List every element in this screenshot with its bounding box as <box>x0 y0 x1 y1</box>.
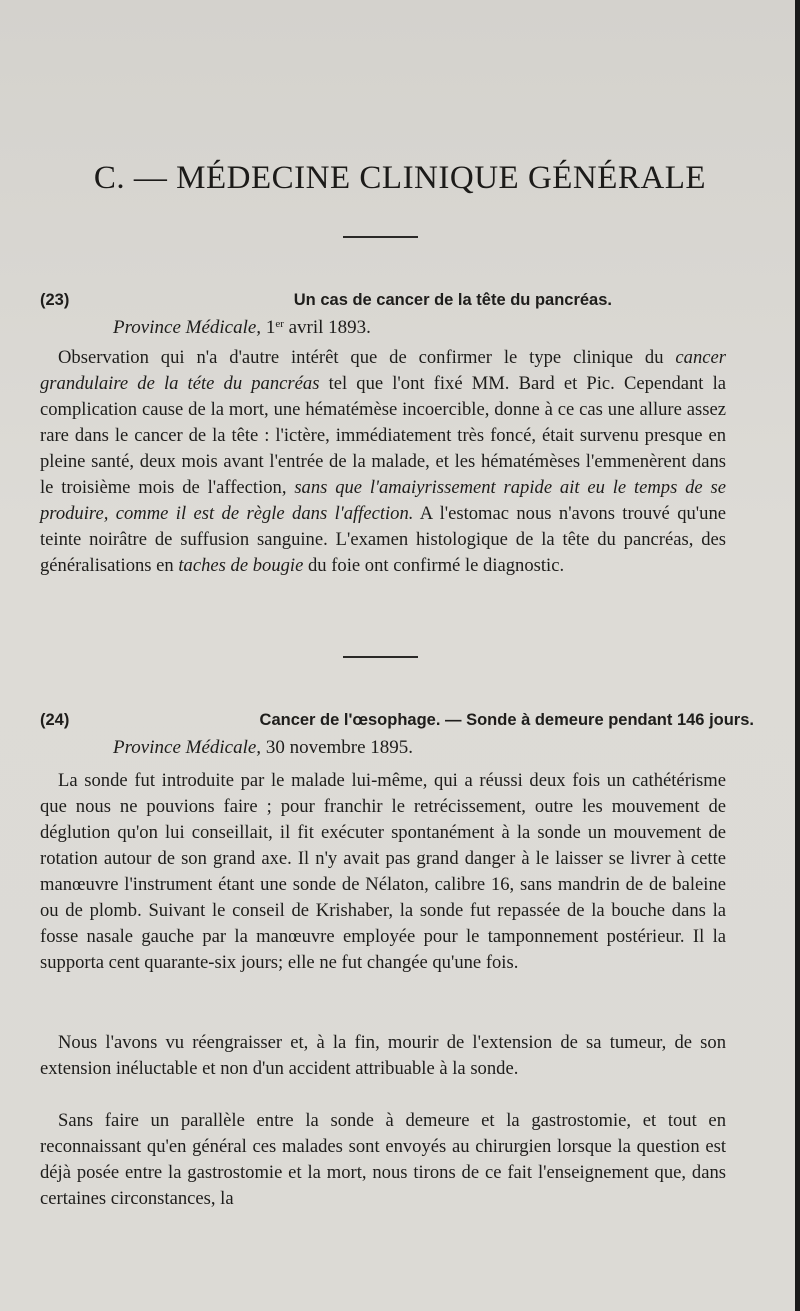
text-run: A l'estomac nous n'avons trouvé qu'une teinte noirâtre de suffusion sanguine. L'examen histologique de la tête du pancréas, des généralisations en <box>40 503 726 576</box>
emphasis-run: sans que l'amaiyrissement rapide ait eu le temps de se produire, comme il est de règle dans l'affection. <box>40 477 726 524</box>
emphasis-run: cancer grandulaire de la téte du pancréas <box>40 347 726 394</box>
section-title: C. — MÉDECINE CLINIQUE GÉNÉRALE <box>93 160 707 196</box>
text-run: Observation qui n'a d'autre intérêt que de confirmer le type clinique du <box>58 347 676 368</box>
entry-24-source <box>113 737 413 759</box>
entry-23-paragraph <box>40 345 726 579</box>
entry-24-paragraph-2: Nous l'avons vu réengraisser et, à la fin, mourir de l'extension de sa tumeur, de son extension inéluctable et non d'un accident attribuable à la sonde. <box>40 1032 726 1079</box>
entry-24-paragraph-1: La sonde fut introduite par le malade lui-même, qui a réussi deux fois un cathétérisme que nous ne pouvions faire ; pour franchir le retrécissement, outre les mouvement de déglution qu'on lui conseillait, il fit exécuter spontanément à la sonde un mouvement de rotation autour de son grand axe. Il n'y avait pas grand danger à le laisser se livrer à cette manœuvre l'instrument étant une sonde de Nélaton, calibre 16, sans mandrin de de baleine ou de plomb. Suivant le conseil de Krishaber, la sonde fut repassée de la bouche dans la fosse nasale gauche par la manœuvre employée pour le tamponnement postérieur. Il la supporta cent quarante-six jours; elle ne fut changée qu'une fois. <box>40 770 726 973</box>
entry-title: Un cas de cancer de la tête du pancréas. <box>293 291 612 309</box>
entry-24-paragraph-3: Sans faire un parallèle entre la sonde à demeure et la gastrostomie, et tout en reconnaissant qu'en général ces malades sont envoyés au chirurgien lorsque la question est déjà posée entre la gastrostomie et la mort, nous tirons de ce fait l'enseignement que, dans certaines circonstances, la <box>40 1110 726 1209</box>
entry-23-source <box>113 317 371 339</box>
entry-24-header <box>40 711 754 733</box>
entry-title: Cancer de l'œsophage. — Sonde à demeure pendant 146 jours. <box>259 711 754 729</box>
entry-number: (23) <box>40 291 70 309</box>
entry-23-header <box>40 291 730 313</box>
text-run: du foie ont confirmé le diagnostic. <box>303 555 565 576</box>
entry-divider <box>343 656 418 658</box>
emphasis-run: taches de bougie <box>178 555 304 576</box>
source-day-suffix: er <box>275 318 284 330</box>
source-date: 30 novembre 1895. <box>265 737 414 758</box>
text-run: tel que l'ont fixé MM. Bard et Pic. Cependant la complication cause de la mort, une hématémèse incoercible, donne à ce cas une allure assez rare dans le cancer de la tête : l'ictère, immédiatement très foncé, était survenu presque en pleine santé, deux mois avant l'entrée de la malade, et les hématémèses l'emmenèrent dans le troisième mois de l'affection, <box>40 373 727 498</box>
source-date: avril 1893. <box>288 317 371 338</box>
source-journal: Province Médicale, <box>113 737 262 758</box>
section-divider <box>343 236 418 238</box>
scan-edge <box>795 0 800 1311</box>
source-journal: Province Médicale, <box>113 317 262 338</box>
source-day: 1 <box>265 317 276 338</box>
entry-number: (24) <box>40 711 70 729</box>
